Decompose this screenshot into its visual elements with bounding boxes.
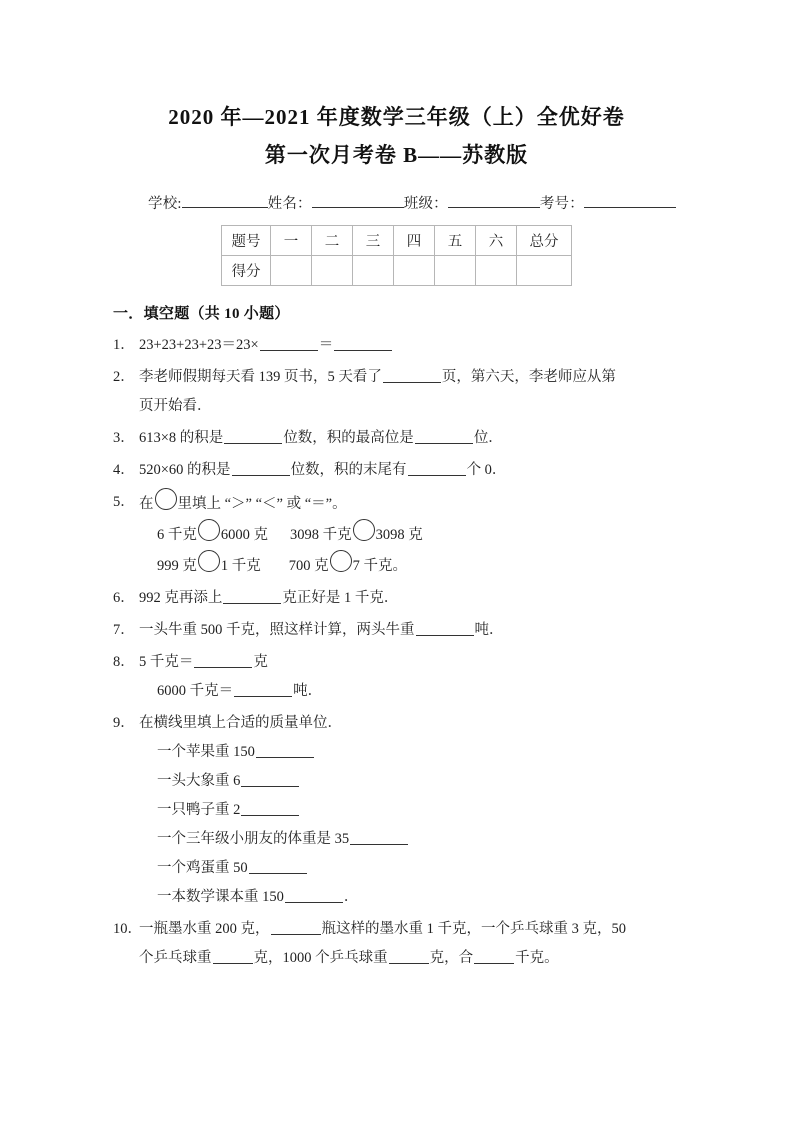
question-5-row3-text-d: 7 千克。 bbox=[352, 558, 407, 574]
school-label: 学校: bbox=[148, 196, 182, 212]
comparison-circle-icon[interactable] bbox=[198, 550, 220, 572]
question-9-body bbox=[139, 709, 703, 912]
question-8-text-d: 吨． bbox=[293, 683, 323, 699]
question-1-blank-1[interactable] bbox=[260, 335, 318, 351]
question-9-blank-3[interactable] bbox=[241, 800, 299, 816]
question-6-text-a: 992 克再添上 bbox=[139, 590, 223, 606]
question-5-body bbox=[139, 488, 703, 581]
question-10-text-f: 千克。 bbox=[515, 950, 559, 966]
question-3-number: 3． bbox=[113, 430, 135, 446]
question-1-line-1 bbox=[139, 331, 703, 360]
question-9-sub-6-text: 一本数学课本重 150 bbox=[157, 889, 284, 905]
question-3-blank-2[interactable] bbox=[415, 428, 473, 444]
score-cell-3[interactable] bbox=[353, 256, 394, 286]
question-4-blank-2[interactable] bbox=[408, 460, 466, 476]
question-9-sub-1 bbox=[139, 738, 703, 767]
question-7-text-a: 一头牛重 500 千克，照这样计算，两头牛重 bbox=[139, 622, 415, 638]
table-row-scores bbox=[222, 256, 572, 286]
question-2-line-2: 页开始看． bbox=[139, 398, 212, 414]
question-5 bbox=[113, 488, 703, 581]
question-9-blank-4[interactable] bbox=[350, 829, 408, 845]
question-6-text-b: 克正好是 1 千克． bbox=[282, 590, 399, 606]
question-8-line-2 bbox=[139, 677, 703, 706]
question-9-sub-6 bbox=[139, 883, 703, 912]
question-6 bbox=[113, 584, 703, 613]
score-cell-6[interactable] bbox=[476, 256, 517, 286]
section-heading-fill-in-blanks: 一．填空题（共 10 小题） bbox=[113, 306, 290, 322]
question-9-sub-4 bbox=[139, 825, 703, 854]
question-9-sub-3-text: 一只鸭子重 2 bbox=[157, 802, 241, 818]
question-2-blank-1[interactable] bbox=[383, 367, 441, 383]
question-9 bbox=[113, 709, 703, 912]
score-cell-1[interactable] bbox=[271, 256, 312, 286]
column-header-3: 三 bbox=[353, 226, 394, 256]
question-10-text-a: 一瓶墨水重 200 克， bbox=[139, 921, 270, 937]
question-4-text-c: 个 0． bbox=[466, 462, 507, 478]
question-10-text-d: 克，1000 个乒乓球重 bbox=[253, 950, 388, 966]
question-5-row2-text-b: 6000 克 bbox=[220, 527, 268, 543]
title-line-2: 第一次月考卷 B——苏教版 bbox=[264, 143, 529, 167]
question-8-text-c: 6000 千克＝ bbox=[157, 683, 234, 699]
question-5-row-3 bbox=[139, 550, 703, 581]
score-cell-2[interactable] bbox=[312, 256, 353, 286]
question-3-body bbox=[139, 424, 703, 453]
question-1 bbox=[113, 331, 703, 360]
question-3-text-c: 位． bbox=[473, 430, 503, 446]
exam-no-input-blank[interactable] bbox=[584, 207, 676, 208]
question-5-pair-2 bbox=[290, 527, 423, 543]
column-header-4: 四 bbox=[394, 226, 435, 256]
question-8-text-b: 克 bbox=[253, 654, 268, 670]
question-9-blank-1[interactable] bbox=[256, 742, 314, 758]
row-header-score: 得分 bbox=[222, 256, 271, 286]
exam-no-label: 考号： bbox=[539, 196, 584, 212]
student-info-line bbox=[0, 192, 793, 213]
question-9-sub-4-text: 一个三年级小朋友的体重是 35 bbox=[157, 831, 350, 847]
question-9-blank-6[interactable] bbox=[285, 887, 343, 903]
row-header-question-no: 题号 bbox=[222, 226, 271, 256]
question-9-sub-5-text: 一个鸡蛋重 50 bbox=[157, 860, 248, 876]
question-9-sub-6-tail: ． bbox=[343, 889, 359, 905]
question-8-number: 8． bbox=[113, 654, 135, 670]
question-10-line-2 bbox=[139, 944, 703, 973]
question-8-text-a: 5 千克＝ bbox=[139, 654, 194, 670]
question-5-number: 5． bbox=[113, 494, 135, 510]
name-field[interactable] bbox=[268, 196, 404, 212]
name-input-blank[interactable] bbox=[312, 207, 404, 208]
question-9-sub-3 bbox=[139, 796, 703, 825]
question-5-row2-text-d: 3098 克 bbox=[375, 527, 423, 543]
class-field[interactable] bbox=[404, 196, 540, 212]
question-list bbox=[0, 331, 793, 973]
question-8-line-1 bbox=[139, 648, 703, 677]
question-6-body bbox=[139, 584, 703, 613]
question-10 bbox=[113, 915, 703, 973]
score-cell-total[interactable] bbox=[517, 256, 572, 286]
question-8 bbox=[113, 648, 703, 706]
question-5-pair-3 bbox=[157, 558, 261, 574]
question-10-blank-3[interactable] bbox=[389, 948, 429, 964]
question-2 bbox=[113, 363, 703, 421]
question-2-text-a: 李老师假期每天看 139 页书，5 天看了 bbox=[139, 369, 382, 385]
question-10-blank-4[interactable] bbox=[474, 948, 514, 964]
question-9-sub-1-text: 一个苹果重 150 bbox=[157, 744, 255, 760]
question-9-blank-5[interactable] bbox=[249, 858, 307, 874]
question-9-sub-2-text: 一头大象重 6 bbox=[157, 773, 241, 789]
question-9-sub-2 bbox=[139, 767, 703, 796]
question-10-blank-2[interactable] bbox=[213, 948, 253, 964]
question-9-number: 9． bbox=[113, 715, 135, 731]
column-header-6: 六 bbox=[476, 226, 517, 256]
question-1-text-b: ＝ bbox=[318, 337, 334, 353]
question-5-pair-1 bbox=[157, 527, 268, 543]
score-table bbox=[221, 225, 572, 286]
school-input-blank[interactable] bbox=[182, 207, 268, 208]
column-header-2: 二 bbox=[312, 226, 353, 256]
question-4-text-a: 520×60 的积是 bbox=[139, 462, 231, 478]
question-8-body bbox=[139, 648, 703, 706]
question-3-text-b: 位数，积的最高位是 bbox=[283, 430, 414, 446]
question-10-text-e: 克，合 bbox=[429, 950, 474, 966]
question-10-text-b: 瓶这样的墨水重 1 千克，一个乒乓球重 3 克，50 bbox=[321, 921, 626, 937]
question-10-blank-1[interactable] bbox=[271, 919, 321, 935]
question-5-row2-text-a: 6 千克 bbox=[157, 527, 197, 543]
question-7-blank-1[interactable] bbox=[416, 620, 474, 636]
question-6-number: 6． bbox=[113, 590, 135, 606]
question-1-body bbox=[139, 331, 703, 360]
question-6-blank-1[interactable] bbox=[223, 588, 281, 604]
question-8-blank-1[interactable] bbox=[194, 652, 252, 668]
column-header-1: 一 bbox=[271, 226, 312, 256]
comparison-circle-icon[interactable] bbox=[330, 550, 352, 572]
question-2-number: 2． bbox=[113, 369, 135, 385]
question-3-text-a: 613×8 的积是 bbox=[139, 430, 224, 446]
question-9-sub-5 bbox=[139, 854, 703, 883]
question-4-body bbox=[139, 456, 703, 485]
question-7-line-1 bbox=[139, 616, 703, 645]
question-5-text-a: 在 bbox=[139, 496, 154, 512]
question-1-blank-2[interactable] bbox=[334, 335, 392, 351]
question-7-number: 7． bbox=[113, 622, 135, 638]
score-cell-5[interactable] bbox=[435, 256, 476, 286]
document-title bbox=[0, 98, 793, 174]
class-input-blank[interactable] bbox=[448, 207, 540, 208]
question-4-number: 4． bbox=[113, 462, 135, 478]
column-header-5: 五 bbox=[435, 226, 476, 256]
school-field[interactable] bbox=[148, 196, 268, 212]
question-9-blank-2[interactable] bbox=[241, 771, 299, 787]
question-10-line-1 bbox=[139, 915, 703, 944]
question-7 bbox=[113, 616, 703, 645]
class-label: 班级： bbox=[403, 196, 448, 212]
question-8-blank-2[interactable] bbox=[234, 681, 292, 697]
question-4-line-1 bbox=[139, 456, 703, 485]
question-5-row3-text-b: 1 千克 bbox=[220, 558, 261, 574]
question-10-text-c: 个乒乓球重 bbox=[139, 950, 212, 966]
question-4 bbox=[113, 456, 703, 485]
question-5-pair-4 bbox=[289, 558, 407, 574]
question-1-number: 1． bbox=[113, 337, 135, 353]
question-7-text-b: 吨． bbox=[474, 622, 504, 638]
question-1-text-a: 23+23+23+23＝23× bbox=[139, 337, 259, 353]
question-6-line-1 bbox=[139, 584, 703, 613]
question-5-row3-text-c: 700 克 bbox=[288, 558, 329, 574]
name-label: 姓名： bbox=[267, 196, 312, 212]
question-3 bbox=[113, 424, 703, 453]
question-2-text-b: 页，第六天，李老师应从第 bbox=[441, 369, 616, 385]
question-2-body bbox=[139, 363, 703, 421]
question-4-text-b: 位数，积的末尾有 bbox=[290, 462, 407, 478]
table-row-headers bbox=[222, 226, 572, 256]
exam-no-field[interactable] bbox=[540, 196, 676, 212]
score-cell-4[interactable] bbox=[394, 256, 435, 286]
question-3-line-1 bbox=[139, 424, 703, 453]
title-line-1: 2020 年—2021 年度数学三年级（上）全优好卷 bbox=[168, 105, 625, 129]
column-header-total: 总分 bbox=[517, 226, 572, 256]
question-5-text-b: 里填上 “＞” “＜” 或 “＝”。 bbox=[177, 496, 347, 512]
score-table-wrapper bbox=[0, 225, 793, 286]
question-3-blank-1[interactable] bbox=[224, 428, 282, 444]
question-7-body bbox=[139, 616, 703, 645]
question-5-line-1 bbox=[139, 488, 703, 519]
question-9-line-1: 在横线里填上合适的质量单位． bbox=[139, 715, 342, 731]
comparison-circle-icon[interactable] bbox=[353, 519, 375, 541]
comparison-circle-icon[interactable] bbox=[198, 519, 220, 541]
question-5-row2-text-c: 3098 千克 bbox=[290, 527, 352, 543]
question-10-number: 10． bbox=[113, 921, 142, 937]
question-10-body bbox=[139, 915, 703, 973]
question-5-row3-text-a: 999 克 bbox=[157, 558, 197, 574]
question-5-row-2 bbox=[139, 519, 703, 550]
comparison-circle-icon[interactable] bbox=[155, 488, 177, 510]
question-4-blank-1[interactable] bbox=[232, 460, 290, 476]
question-2-line-1 bbox=[139, 363, 703, 392]
